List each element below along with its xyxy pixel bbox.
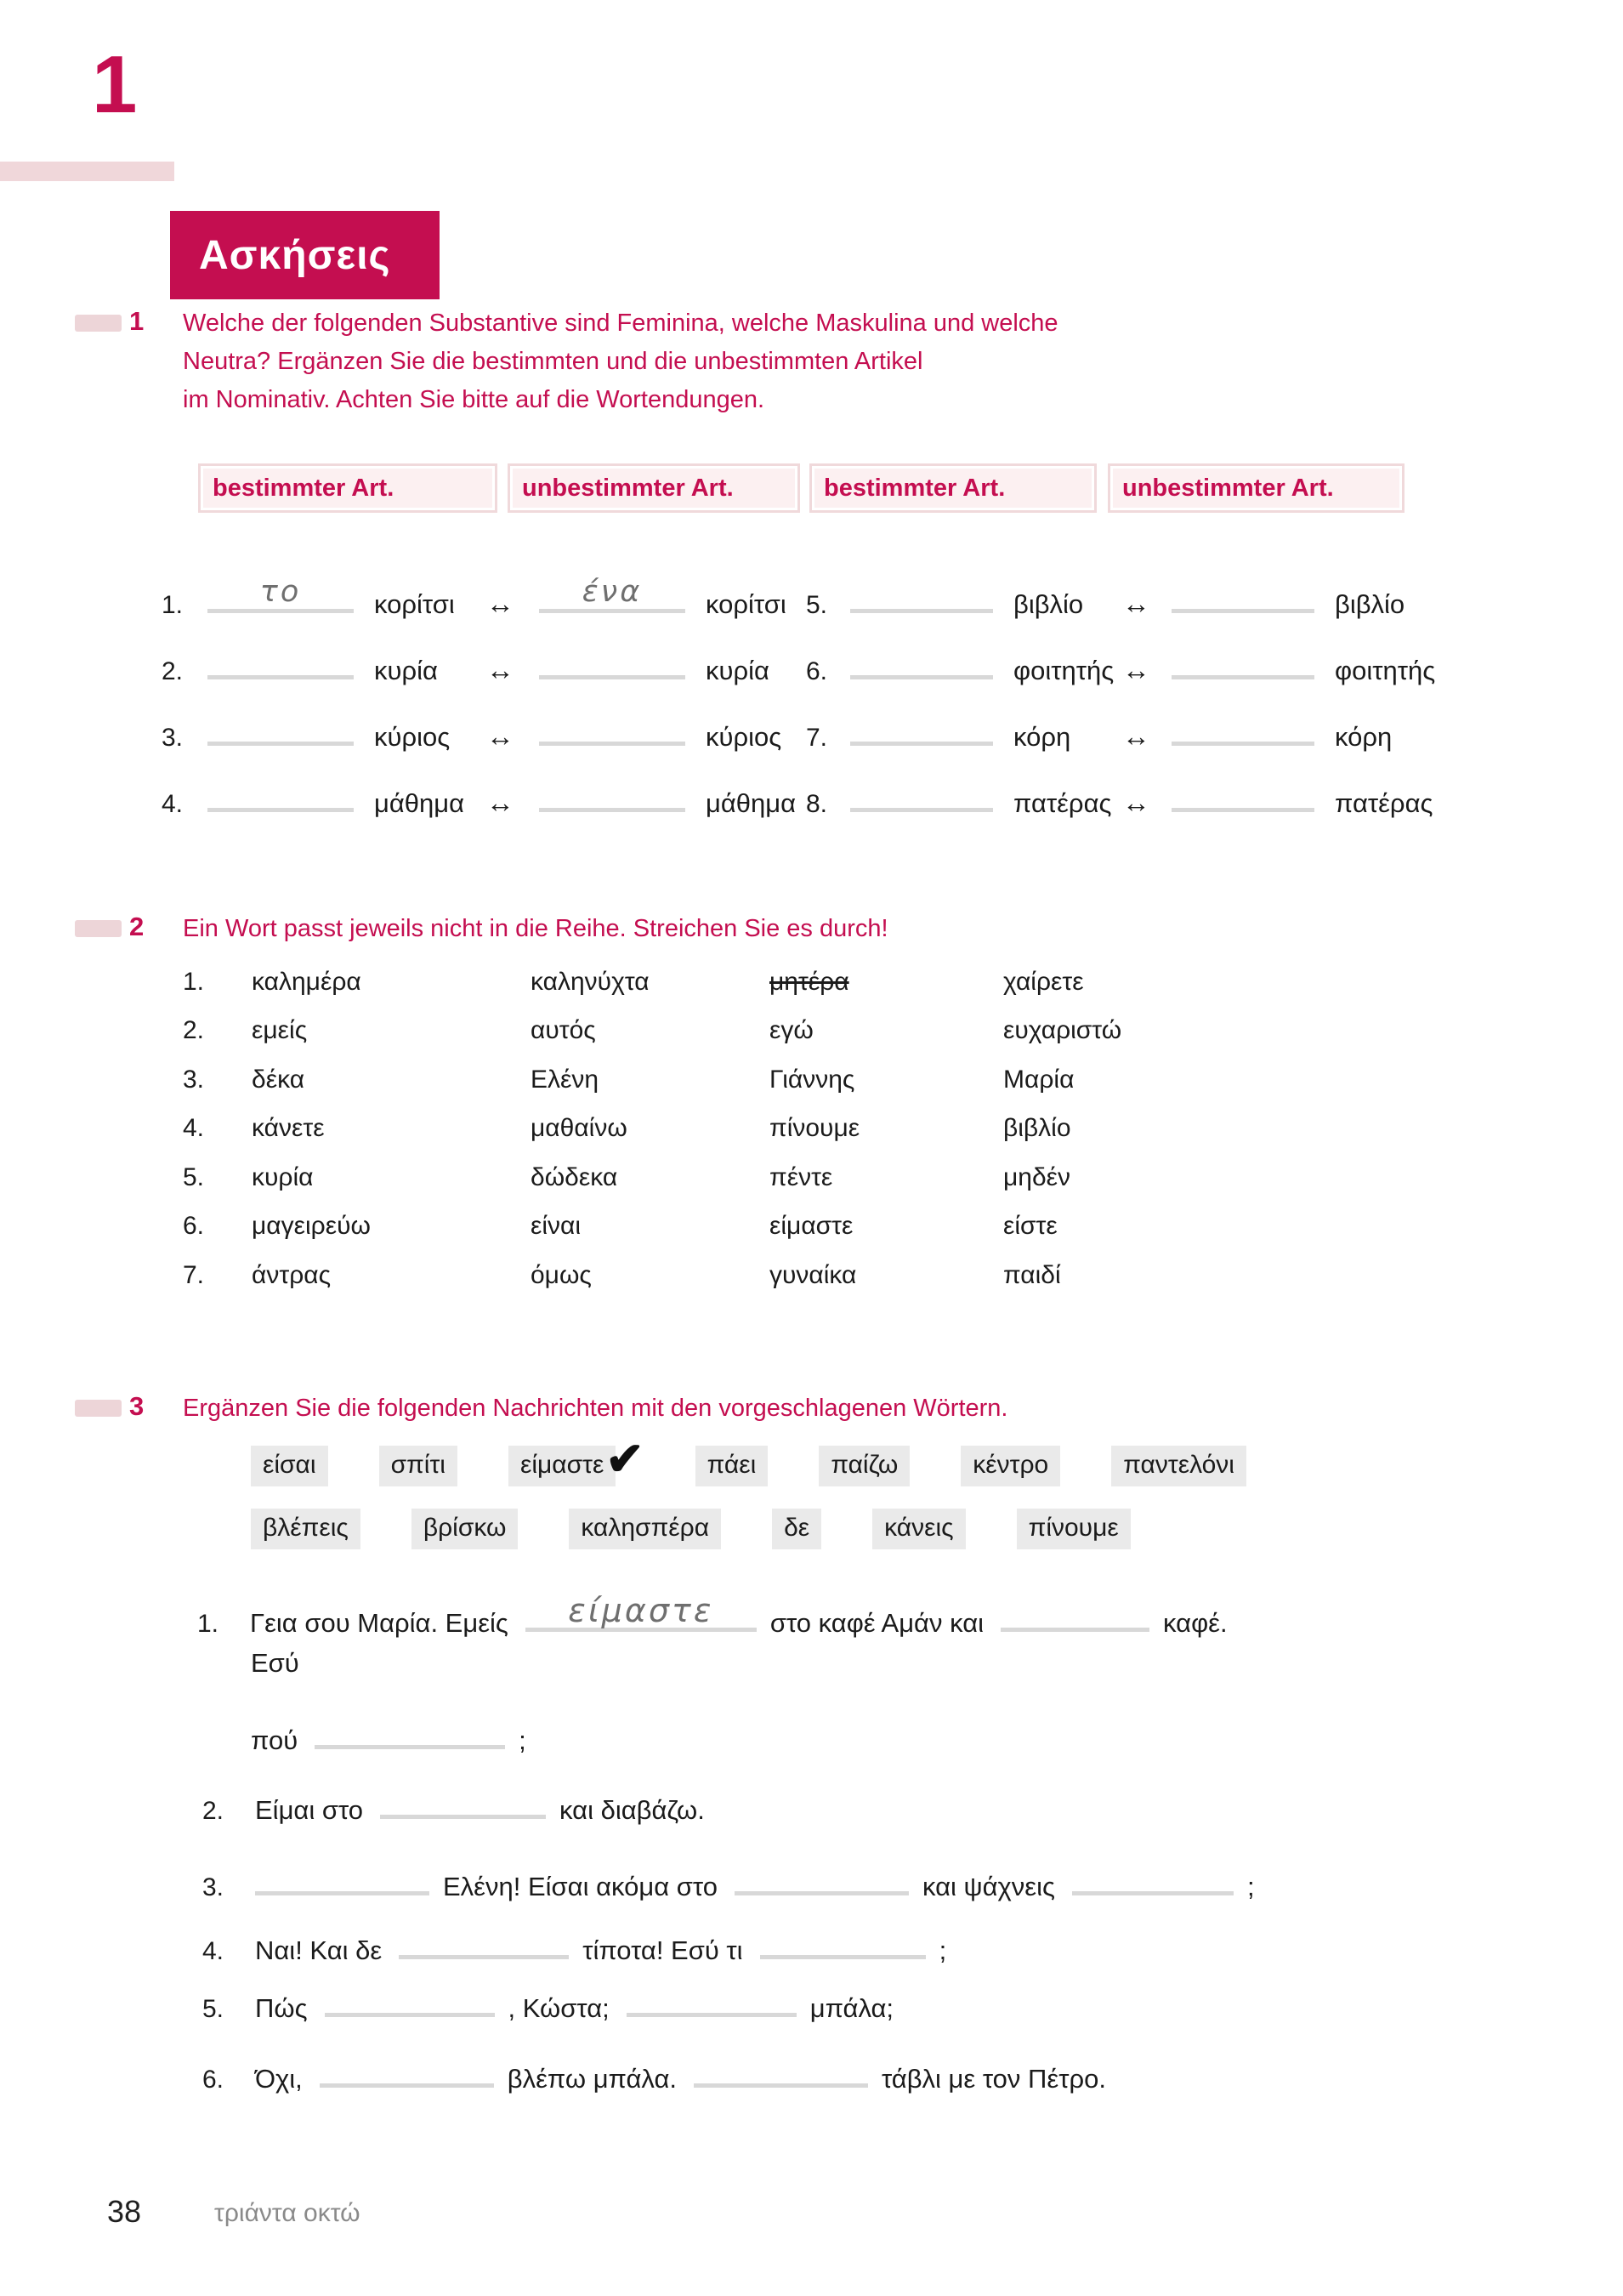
item-number: 3. bbox=[202, 1873, 224, 1901]
fill-in-blank[interactable] bbox=[525, 1592, 757, 1632]
column-header-label: unbestimmter Art. bbox=[522, 474, 734, 502]
greek-noun: κορίτσι bbox=[374, 589, 455, 619]
left-right-arrow-icon: ↔ bbox=[1122, 720, 1150, 752]
greek-noun: φοιτητής bbox=[1335, 656, 1436, 685]
unit-number: 1 bbox=[92, 39, 138, 130]
definite-article-blank[interactable] bbox=[207, 646, 354, 679]
exercise-2-marker bbox=[75, 920, 122, 937]
series-word: χαίρετε bbox=[1003, 968, 1084, 996]
sentence-text: τάβλι με τον Πέτρο. bbox=[882, 2064, 1106, 2094]
sentence-punctuation: ; bbox=[1246, 1872, 1255, 1901]
exercise-3-marker bbox=[75, 1400, 122, 1417]
sentence-text: Είμαι στο bbox=[255, 1795, 364, 1825]
fill-in-sentence-1-line2 bbox=[251, 1648, 299, 1679]
greek-noun: κυρία bbox=[374, 656, 438, 685]
sentence-text: Ναι! Και δε bbox=[255, 1935, 383, 1965]
item-number: 7. bbox=[806, 724, 828, 752]
word-bank-chip: είμαστε bbox=[508, 1446, 616, 1486]
article-item-row bbox=[806, 646, 1435, 686]
column-header-indefinite-article bbox=[1108, 463, 1405, 513]
greek-noun: κορίτσι bbox=[706, 589, 786, 619]
fill-in-blank[interactable] bbox=[399, 1926, 569, 1959]
handwritten-answer: το bbox=[259, 575, 302, 609]
column-header-definite-article bbox=[809, 463, 1097, 513]
word-bank-chip: βρίσκω bbox=[411, 1509, 519, 1549]
instruction-line: Welche der folgenden Substantive sind Feminina, welche Maskulina und welche bbox=[183, 310, 1058, 337]
left-right-arrow-icon: ↔ bbox=[1122, 654, 1150, 685]
greek-noun: μάθημα bbox=[706, 788, 797, 818]
sentence-text: βλέπω μπάλα. bbox=[507, 2064, 677, 2094]
series-word: γυναίκα bbox=[769, 1261, 857, 1289]
word-series-row bbox=[183, 1066, 1074, 1094]
series-word: όμως bbox=[531, 1261, 592, 1289]
word-series-row bbox=[183, 1114, 1071, 1143]
fill-in-sentence-6 bbox=[202, 2054, 1106, 2094]
word-series-row bbox=[183, 1016, 1121, 1045]
series-word: καληνύχτα bbox=[531, 968, 650, 996]
fill-in-blank[interactable] bbox=[380, 1786, 546, 1819]
item-number: 6. bbox=[183, 1212, 205, 1240]
item-number: 7. bbox=[183, 1261, 205, 1289]
greek-noun: πατέρας bbox=[1335, 788, 1433, 818]
word-series-row bbox=[183, 1212, 1058, 1241]
series-word: πέντε bbox=[769, 1163, 833, 1191]
item-number: 4. bbox=[202, 1937, 224, 1965]
left-right-arrow-icon: ↔ bbox=[486, 654, 514, 685]
series-word: Γιάννης bbox=[769, 1066, 855, 1094]
left-right-arrow-icon: ↔ bbox=[1122, 588, 1150, 619]
series-word: αυτός bbox=[531, 1016, 596, 1044]
item-number: 4. bbox=[183, 1114, 205, 1142]
series-word: μαθαίνω bbox=[531, 1114, 627, 1142]
definite-article-blank[interactable] bbox=[207, 779, 354, 812]
item-number: 3. bbox=[162, 724, 184, 752]
sentence-punctuation: ; bbox=[519, 1725, 526, 1755]
series-word: κυρία bbox=[252, 1163, 314, 1191]
sentence-punctuation: ; bbox=[939, 1935, 947, 1965]
handwritten-answer: είμαστε bbox=[568, 1592, 714, 1629]
page-number: 38 bbox=[107, 2194, 142, 2229]
article-item-row bbox=[806, 713, 1392, 753]
column-header-indefinite-article bbox=[508, 463, 800, 513]
exercise-1-number: 1 bbox=[129, 306, 145, 336]
series-word: δέκα bbox=[252, 1066, 305, 1094]
indefinite-article-blank[interactable] bbox=[539, 779, 685, 812]
fill-in-blank[interactable] bbox=[315, 1716, 505, 1749]
sentence-text: καφέ. bbox=[1163, 1608, 1228, 1638]
sentence-text: Πώς bbox=[255, 1993, 308, 2023]
checkmark-icon: ✔ bbox=[605, 1434, 644, 1485]
series-word: καλημέρα bbox=[252, 968, 361, 996]
fill-in-blank[interactable] bbox=[320, 2054, 494, 2088]
sentence-text: , Κώστα; bbox=[508, 1993, 610, 2023]
greek-noun: μάθημα bbox=[374, 788, 465, 818]
section-title: Ασκήσεις bbox=[199, 232, 391, 278]
series-word: Ελένη bbox=[531, 1066, 599, 1094]
exercise-2-number: 2 bbox=[129, 912, 145, 941]
article-item-row bbox=[162, 713, 781, 753]
fill-in-sentence-1-line3 bbox=[251, 1716, 526, 1756]
word-bank-chip: σπίτι bbox=[379, 1446, 457, 1486]
sentence-text: μπάλα; bbox=[809, 1993, 894, 2023]
article-item-row bbox=[162, 779, 796, 819]
series-word: Μαρία bbox=[1003, 1066, 1075, 1094]
sentence-text: Όχι, bbox=[255, 2064, 303, 2094]
word-bank-chip: βλέπεις bbox=[251, 1509, 360, 1549]
greek-noun: πατέρας bbox=[1013, 788, 1112, 818]
item-number: 2. bbox=[162, 657, 184, 685]
article-item-row bbox=[806, 779, 1433, 819]
fill-in-blank[interactable] bbox=[694, 2054, 868, 2088]
exercise-3-instruction: Ergänzen Sie die folgenden Nachrichten mit den vorgeschlagenen Wörtern. bbox=[183, 1395, 1008, 1422]
fill-in-sentence-2 bbox=[202, 1786, 705, 1826]
column-header-label: bestimmter Art. bbox=[213, 474, 394, 502]
series-word: μαγειρεύω bbox=[252, 1212, 371, 1240]
left-right-arrow-icon: ↔ bbox=[486, 787, 514, 818]
item-number: 6. bbox=[806, 657, 828, 685]
series-word: ευχαριστώ bbox=[1003, 1016, 1122, 1044]
word-bank-chip: δε bbox=[772, 1509, 821, 1549]
series-word: μηδέν bbox=[1003, 1163, 1071, 1191]
word-series-row bbox=[183, 1163, 1070, 1192]
fill-in-blank[interactable] bbox=[735, 1862, 909, 1895]
sentence-text: Εσύ bbox=[251, 1648, 299, 1678]
greek-noun: κυρία bbox=[706, 656, 769, 685]
sentence-text: στο καφέ Αμάν και bbox=[769, 1608, 985, 1638]
sentence-text: πού bbox=[251, 1725, 298, 1755]
sentence-text: Γεια σου Μαρία. Εμείς bbox=[250, 1608, 508, 1638]
series-word: είστε bbox=[1003, 1212, 1058, 1240]
greek-noun: κόρη bbox=[1335, 722, 1393, 752]
item-number: 3. bbox=[183, 1066, 205, 1094]
item-number: 5. bbox=[806, 591, 828, 619]
indefinite-article-blank[interactable] bbox=[539, 575, 685, 613]
word-series-row bbox=[183, 968, 1084, 997]
column-header-label: unbestimmter Art. bbox=[1122, 474, 1334, 502]
article-item-row bbox=[162, 646, 769, 686]
series-word: βιβλίο bbox=[1003, 1114, 1071, 1142]
word-bank-chip: παίζω bbox=[819, 1446, 910, 1486]
word-series-row bbox=[183, 1261, 1061, 1290]
greek-noun: βιβλίο bbox=[1335, 589, 1405, 619]
left-right-arrow-icon: ↔ bbox=[486, 720, 514, 752]
item-number: 2. bbox=[183, 1016, 205, 1044]
fill-in-sentence-3 bbox=[202, 1862, 1255, 1902]
fill-in-blank[interactable] bbox=[325, 1984, 495, 2017]
definite-article-blank[interactable] bbox=[850, 779, 993, 812]
exercise-3-number: 3 bbox=[129, 1391, 145, 1421]
word-bank-chip: κάνεις bbox=[872, 1509, 965, 1549]
item-number: 5. bbox=[183, 1163, 205, 1191]
fill-in-blank[interactable] bbox=[255, 1862, 429, 1895]
column-header-label: bestimmter Art. bbox=[824, 474, 1006, 502]
indefinite-article-blank[interactable] bbox=[1172, 580, 1314, 613]
series-word: είναι bbox=[531, 1212, 582, 1240]
left-right-arrow-icon: ↔ bbox=[486, 588, 514, 619]
sentence-text: και διαβάζω. bbox=[559, 1795, 705, 1825]
indefinite-article-blank[interactable] bbox=[539, 713, 685, 746]
series-word: άντρας bbox=[252, 1261, 332, 1289]
handwritten-answer: ένα bbox=[582, 575, 643, 609]
indefinite-article-blank[interactable] bbox=[1172, 779, 1314, 812]
series-word: παιδί bbox=[1003, 1261, 1061, 1289]
definite-article-blank[interactable] bbox=[850, 580, 993, 613]
item-number: 2. bbox=[202, 1797, 224, 1825]
fill-in-blank[interactable] bbox=[760, 1926, 926, 1959]
greek-noun: βιβλίο bbox=[1013, 589, 1084, 619]
indefinite-article-blank[interactable] bbox=[1172, 646, 1314, 679]
greek-noun: φοιτητής bbox=[1013, 656, 1115, 685]
instruction-line: Neutra? Ergänzen Sie die bestimmten und die unbestimmten Artikel bbox=[183, 348, 923, 375]
item-number: 1. bbox=[197, 1610, 219, 1638]
section-title-banner bbox=[170, 211, 440, 299]
item-number: 5. bbox=[202, 1995, 224, 2023]
greek-noun: κύριος bbox=[374, 722, 451, 752]
series-word: εμείς bbox=[252, 1016, 308, 1044]
definite-article-blank[interactable] bbox=[207, 713, 354, 746]
sentence-text: και ψάχνεις bbox=[922, 1872, 1055, 1901]
indefinite-article-blank[interactable] bbox=[539, 646, 685, 679]
series-word: είμαστε bbox=[769, 1212, 854, 1240]
column-header-definite-article bbox=[198, 463, 497, 513]
word-bank-chip: παντελόνι bbox=[1111, 1446, 1246, 1486]
item-number: 1. bbox=[162, 591, 184, 619]
word-bank-chip-checked bbox=[508, 1434, 644, 1492]
item-number: 8. bbox=[806, 790, 828, 818]
item-number: 6. bbox=[202, 2066, 224, 2094]
indefinite-article-blank[interactable] bbox=[1172, 713, 1314, 746]
article-item-row bbox=[162, 575, 786, 620]
definite-article-blank[interactable] bbox=[207, 575, 354, 613]
page-number-words: τριάντα οκτώ bbox=[214, 2199, 360, 2227]
exercise-2-instruction: Ein Wort passt jeweils nicht in die Reihe. Streichen Sie es durch! bbox=[183, 915, 888, 942]
article-item-row bbox=[806, 580, 1405, 620]
word-bank-chip: πίνουμε bbox=[1017, 1509, 1131, 1549]
definite-article-blank[interactable] bbox=[850, 713, 993, 746]
fill-in-sentence-4 bbox=[202, 1926, 946, 1966]
sentence-text: Ελένη! Είσαι ακόμα στο bbox=[443, 1872, 718, 1901]
word-bank-row-1 bbox=[251, 1434, 1246, 1492]
word-bank-chip: είσαι bbox=[251, 1446, 328, 1486]
decorative-pink-bar bbox=[0, 162, 174, 181]
fill-in-sentence-1 bbox=[197, 1592, 1228, 1639]
item-number: 1. bbox=[183, 968, 205, 996]
word-bank-chip: πάει bbox=[695, 1446, 769, 1486]
left-right-arrow-icon: ↔ bbox=[1122, 787, 1150, 818]
word-bank-chip: καλησπέρα bbox=[569, 1509, 721, 1549]
fill-in-blank[interactable] bbox=[627, 1984, 797, 2017]
exercise-1-instruction bbox=[183, 304, 1058, 419]
greek-noun: κόρη bbox=[1013, 722, 1071, 752]
sentence-text: τίποτα! Εσύ τι bbox=[582, 1935, 743, 1965]
series-word-struck: μητέρα bbox=[769, 968, 849, 996]
fill-in-sentence-5 bbox=[202, 1984, 894, 2024]
fill-in-blank[interactable] bbox=[1072, 1862, 1234, 1895]
series-word: πίνουμε bbox=[769, 1114, 860, 1142]
greek-noun: κύριος bbox=[706, 722, 782, 752]
word-bank-row-2 bbox=[251, 1509, 1131, 1549]
series-word: εγώ bbox=[769, 1016, 814, 1044]
instruction-line: im Nominativ. Achten Sie bitte auf die Wortendungen. bbox=[183, 386, 765, 413]
exercise-1-marker bbox=[75, 315, 122, 332]
fill-in-blank[interactable] bbox=[1001, 1599, 1149, 1632]
series-word: κάνετε bbox=[252, 1114, 325, 1142]
series-word: δώδεκα bbox=[531, 1163, 618, 1191]
item-number: 4. bbox=[162, 790, 184, 818]
definite-article-blank[interactable] bbox=[850, 646, 993, 679]
word-bank-chip: κέντρο bbox=[961, 1446, 1060, 1486]
